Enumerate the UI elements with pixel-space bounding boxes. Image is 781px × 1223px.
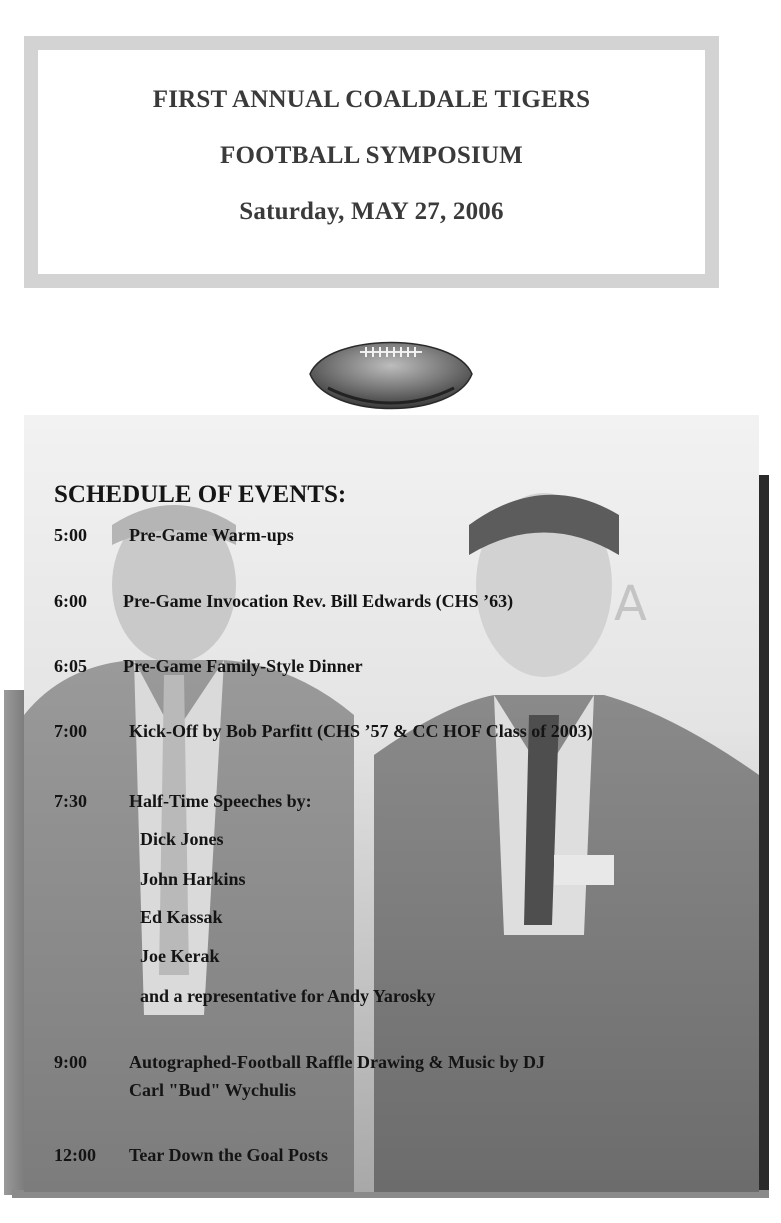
event-row — [54, 656, 363, 677]
event-description: Pre-Game Warm-ups — [129, 525, 294, 545]
event-description: Tear Down the Goal Posts — [129, 1145, 329, 1165]
event-row — [54, 721, 593, 742]
event-description: Kick-Off by Bob Parfitt (CHS ’57 & CC HOF Class of 2003) — [129, 721, 593, 741]
title-line-1: FIRST ANNUAL COALDALE TIGERS — [152, 86, 591, 113]
schedule-heading: SCHEDULE OF EVENTS: — [54, 481, 347, 508]
event-row — [54, 1145, 328, 1166]
event-time: 5:00 — [54, 525, 87, 545]
event-time: 7:00 — [54, 721, 87, 741]
title-line-2: FOOTBALL SYMPOSIUM — [220, 142, 523, 169]
event-row — [54, 525, 294, 546]
speaker-name: Ed Kassak — [140, 907, 223, 927]
event-description-continued: Carl "Bud" Wychulis — [129, 1080, 297, 1100]
event-row — [54, 1052, 545, 1073]
title-box — [24, 36, 719, 288]
schedule-panel — [24, 415, 759, 1192]
panel-shadow-left — [4, 690, 26, 1195]
event-row — [54, 591, 513, 612]
schedule-of-events — [24, 415, 759, 1192]
speaker-name: Dick Jones — [140, 829, 224, 849]
football-icon — [308, 328, 474, 424]
event-time: 6:05 — [54, 656, 87, 676]
speaker-name: John Harkins — [140, 869, 246, 889]
title-inner — [38, 50, 705, 274]
event-description: Pre-Game Family-Style Dinner — [123, 656, 363, 676]
speaker-name: Joe Kerak — [140, 946, 220, 966]
event-time: 7:30 — [54, 791, 87, 811]
event-description: Half-Time Speeches by: — [129, 791, 312, 811]
event-time: 6:00 — [54, 591, 87, 611]
event-date: Saturday, MAY 27, 2006 — [239, 198, 504, 225]
event-description: Autographed-Football Raffle Drawing & Music by DJ — [129, 1052, 545, 1072]
svg-text:A: A — [614, 576, 647, 632]
event-time: 9:00 — [54, 1052, 87, 1072]
event-description: Pre-Game Invocation Rev. Bill Edwards (CHS ’63) — [123, 591, 514, 611]
panel-border-right — [759, 475, 769, 1190]
event-row — [54, 791, 312, 812]
event-time: 12:00 — [54, 1145, 96, 1165]
speaker-name: and a representative for Andy Yarosky — [140, 986, 436, 1006]
